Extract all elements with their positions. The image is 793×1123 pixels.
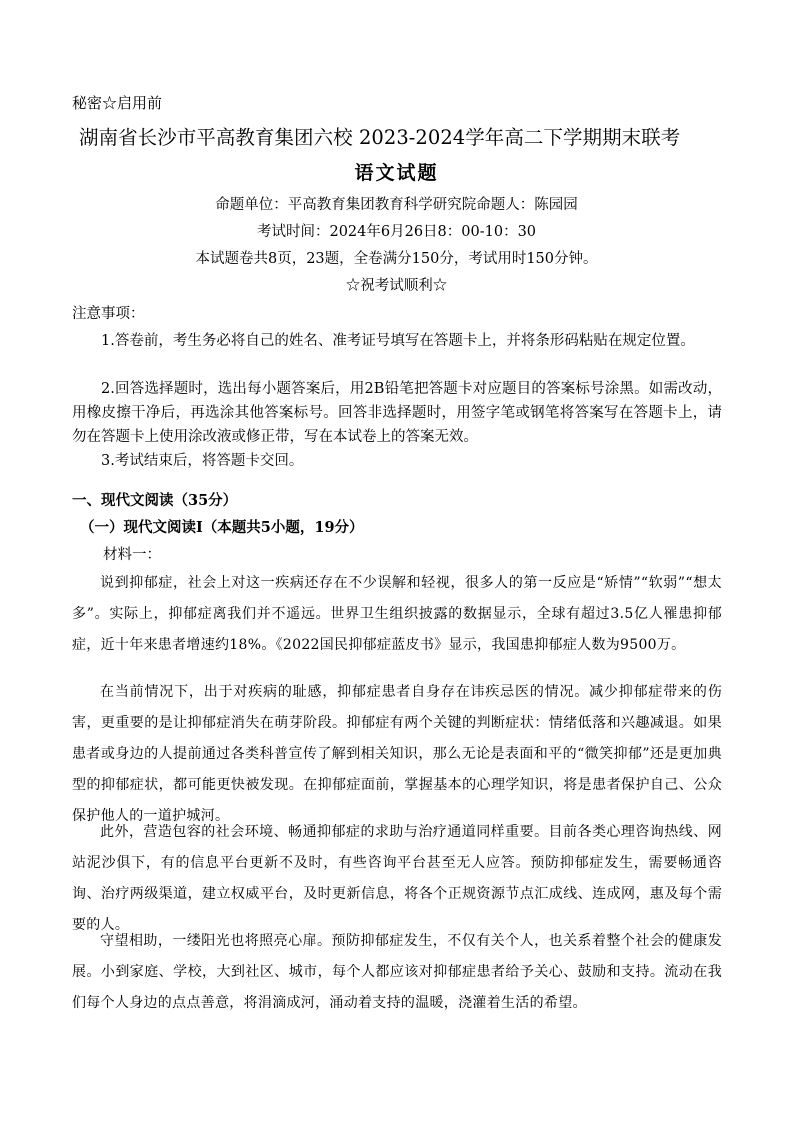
material-label: 材料一： [103, 547, 161, 563]
exam-time: 考试时间：2024年6月26日8：00-10：30 [256, 224, 537, 240]
material-paragraph-1: 说到抑郁症，社会上对这一疾病还存在不少误解和轻视，很多人的第一反应是“矫情”“软弱”“想太多”。实际上，抑郁症离我们并不遥远。世界卫生组织披露的数据显示，全球有超过3.5亿人罹患抑郁症，近十年来患者增速约18%。《2022国民抑郁症蓝皮书》显示，我国患抑郁症人数为9500万。 [72, 575, 722, 653]
subject-title: 语文试题 [354, 162, 439, 184]
notes-heading: 注意事项： [72, 306, 145, 322]
note-item-3: 3.考试结束后，将答题卡交回。 [101, 453, 304, 469]
section-heading: 一、现代文阅读（35分） [72, 492, 238, 509]
exam-info: 本试题卷共8页，23题，全卷满分150分，考试用时150分钟。 [195, 251, 598, 267]
exam-title: 湖南省长沙市平高教育集团六校 2023-2024学年高二下学期期末联考 [79, 126, 681, 149]
author-unit: 命题单位：平高教育集团教育科学研究院命题人：陈园园 [215, 197, 578, 213]
material-paragraph-2: 在当前情况下，出于对疾病的耻感，抑郁症患者自身存在讳疾忌医的情况。减少抑郁症带来的伤害，更重要的是让抑郁症消失在萌芽阶段。抑郁症有两个关键的判断症状：情绪低落和兴趣减退。如果患者或身边的人提前通过各类科普宣传了解到相关知识，那么无论是表面和平的“微笑抑郁”还是更加典型的抑郁症状，都可能更快被发现。在抑郁症面前，掌握基本的心理学知识，将是患者保护自己、公众保护他人的一道护城河。 [72, 684, 722, 824]
good-luck-text: ☆祝考试顺利☆ [345, 278, 448, 294]
material-paragraph-3: 此外，营造包容的社会环境、畅通抑郁症的求助与治疗通道同样重要。目前各类心理咨询热线、网站泥沙俱下，有的信息平台更新不及时，有些咨询平台甚至无人应答。预防抑郁症发生，需要畅通咨询、治疗两级渠道，建立权威平台，及时更新信息，将各个正规资源节点汇成线、连成网，惠及每个需要的人。 [72, 824, 722, 933]
note-item-2: 2.回答选择题时，选出每小题答案后，用2B铅笔把答题卡对应题目的答案标号涂黑。如需改动，用橡皮擦干净后，再选涂其他答案标号。回答非选择题时，用签字笔或钢笔将答案写在答题卡上，请勿在答题卡上使用涂改液或修正带，写在本试卷上的答案无效。 [72, 381, 722, 445]
note-item-1: 1.答卷前，考生务必将自己的姓名、准考证号填写在答题卡上，并将条形码粘贴在规定位置。 [101, 333, 695, 349]
confidential-label: 秘密☆启用前 [72, 94, 163, 112]
material-paragraph-4: 守望相助，一缕阳光也将照亮心扉。预防抑郁症发生，不仅有关个人，也关系着整个社会的健康发展。小到家庭、学校，大到社区、城市，每个人都应该对抑郁症患者给予关心、鼓励和支持。流动在我们每个人身边的点点善意，将涓滴成河，涌动着支持的温暖，浇灌着生活的希望。 [72, 933, 722, 1011]
subsection-heading: （一）现代文阅读Ⅰ（本题共5小题，19分） [80, 519, 364, 536]
